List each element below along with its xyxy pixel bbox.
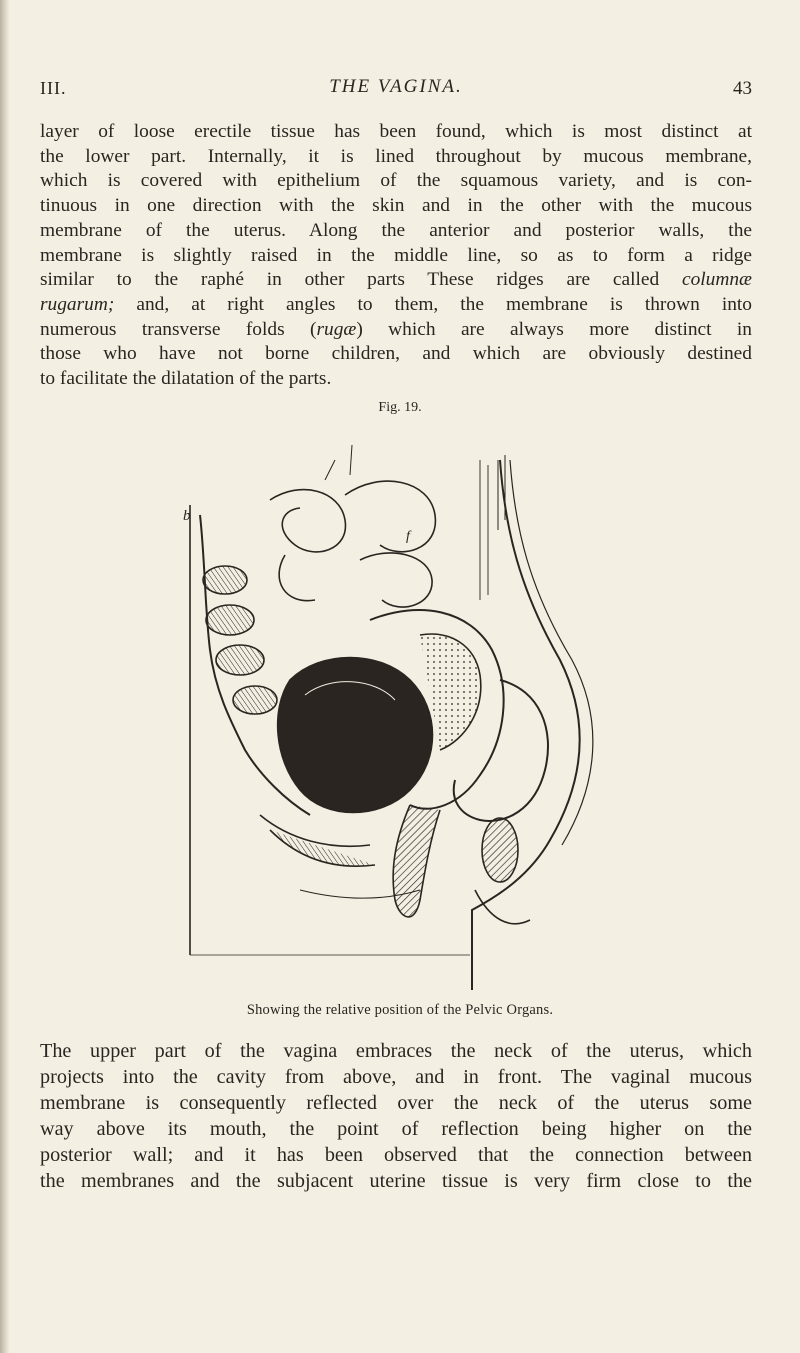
text-line [40, 268, 752, 293]
vaginal-canal [393, 805, 440, 917]
text-line: membrane is consequently reflected over the neck of the uterus some [40, 1092, 752, 1114]
page-number: 43 [733, 78, 752, 99]
body-paragraph-2 [40, 1038, 752, 1194]
text-line: The upper part of the vagina embraces the neck of the uterus, which [40, 1040, 752, 1062]
text-line: layer of loose erectile tissue has been found, which is most distinct at [40, 121, 752, 142]
text-run: ) which are always more distinct in [356, 318, 753, 340]
text-line: which is covered with epithelium of the squamous variety, and is con- [40, 170, 752, 192]
pelvic-organs-illustration [120, 420, 640, 990]
figure-number: Fig. 19. [378, 400, 422, 415]
text-line: projects into the cavity from above, and in front. The vaginal mucous [40, 1066, 752, 1088]
italic-term-rugae: rugæ [316, 318, 357, 340]
text-line: posterior wall; and it has been observed that the connection between [40, 1144, 752, 1166]
page-spine-shadow [0, 0, 10, 1353]
text-line: the membranes and the subjacent uterine tissue is very firm close to the [40, 1170, 752, 1192]
text-line [40, 293, 752, 318]
text-line: membrane is slightly raised in the middle line, so as to form a ridge [40, 244, 752, 266]
text-run: and, at right angles to them, the membrane is thrown into [114, 293, 752, 315]
italic-term-columnae: columnæ [681, 269, 752, 291]
figure-letter-f: f [406, 529, 410, 544]
text-line: those who have not borne children, and which are obviously destined [40, 343, 752, 365]
text-line: to facilitate the dilatation of the parts. [40, 368, 332, 390]
text-line: way above its mouth, the point of reflection being higher on the [40, 1118, 752, 1140]
running-head [40, 78, 752, 108]
rectum-mass [278, 658, 433, 813]
body-paragraph-1 [40, 120, 752, 392]
italic-term-rugarum: rugarum; [40, 293, 115, 315]
text-line [40, 318, 752, 343]
figure-letter-b: b [183, 508, 191, 524]
running-title: THE VAGINA. [329, 76, 463, 97]
pubic-symphysis [482, 818, 518, 882]
chapter-number: III. [40, 78, 67, 98]
text-run: similar to the raphé in other parts These ridges are called [40, 269, 660, 291]
text-run: numerous transverse folds ( [40, 318, 317, 340]
text-line: tinuous in one direction with the skin and in the other with the mucous [40, 195, 752, 217]
intestine-loop [270, 490, 345, 552]
figure-caption: Showing the relative position of the Pelvic Organs. [246, 1002, 554, 1018]
text-line: the lower part. Internally, it is lined throughout by mucous membrane, [40, 145, 752, 167]
text-line: membrane of the uterus. Along the anterior and posterior walls, the [40, 219, 752, 241]
